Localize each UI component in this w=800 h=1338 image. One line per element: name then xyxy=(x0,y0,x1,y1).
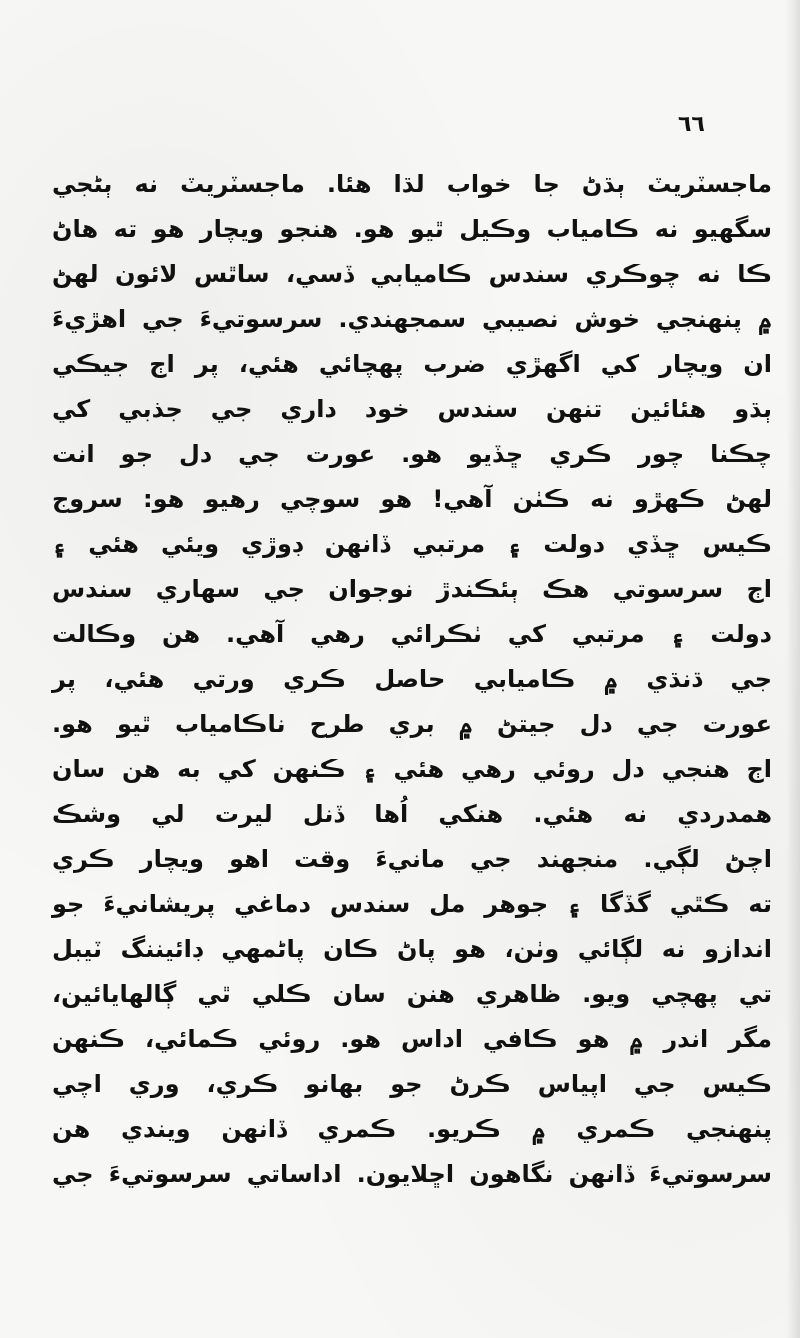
text-line: مگر اندر ۾ هو ڪافي اداس هو. روئي ڪمائي، ڪنهن xyxy=(52,1025,772,1053)
text-line: عورت جي دل جيتڻ ۾ بري طرح ناڪامياب ٿيو هو. xyxy=(52,710,772,738)
text-line: ڪيس ڇڏي دولت ۽ مرتبي ڏانهن ڊوڙي ويئي هئي ۽ xyxy=(52,530,772,558)
text-line: ته ڪٿي گڏگا ۽ جوهر مل سندس دماغي پريشانيءَ جو xyxy=(52,890,772,918)
text-line: اڄ سرسوتي هڪ ٻئڪندڙ نوجوان جي سهاري سندس xyxy=(52,575,772,603)
text-line: چڪنا چور ڪري ڇڏيو هو. عورت جي دل جو انت xyxy=(52,440,772,468)
text-line: ۾ پنهنجي خوش نصيبي سمجهندي. سرسوتيءَ جي اهڙيءَ xyxy=(52,305,772,333)
text-line: ڪا نه چوڪري سندس ڪاميابي ڏسي، ساٿس لائون لهڻ xyxy=(52,260,772,288)
text-line: ڪيس جي اپياس ڪرڻ جو بهانو ڪري، وري اچي xyxy=(52,1070,772,1098)
text-line: ٻڌو هئائين تنهن سندس خود داري جي جذبي کي xyxy=(52,395,772,423)
text-line: سگهيو نه ڪامياب وڪيل ٿيو هو. هنجو ويچار هو ته هاڻ xyxy=(52,215,772,243)
text-line: دولت ۽ مرتبي کي ٺڪرائي رهي آهي. هن وڪالت xyxy=(52,620,772,648)
text-line: جي ڌنڌي ۾ ڪاميابي حاصل ڪري ورتي هئي، پر xyxy=(52,665,772,693)
text-line: همدردي نه هئي. هنکي اُها ڏنل ليرت لي وشڪ xyxy=(52,800,772,828)
text-line: اڄ هنجي دل روئي رهي هئي ۽ ڪنهن کي به هن سان xyxy=(52,755,772,783)
text-line: پنهنجي ڪمري ۾ ڪريو. ڪمري ڏانهن ويندي هن xyxy=(52,1115,772,1143)
body-text xyxy=(52,162,772,1197)
text-line: ان ويچار کي اگهڙي ضرب پهچائي هئي، پر اڄ جيڪي xyxy=(52,350,772,378)
text-line: تي پهچي ويو. ظاهري هنن سان ڪلي ٿي ڳالهايائين، xyxy=(52,980,772,1008)
page-edge-shadow xyxy=(786,0,800,1338)
page-number: ٦٦ xyxy=(678,112,705,137)
text-line: اندازو نه لڳائي وٺن، هو پاڻ ڪان پاڻمهي ڊائيننگ ٽيبل xyxy=(52,935,772,963)
text-line: اچڻ لڳي. منجهند جي مانيءَ وقت اهو ويچار ڪري xyxy=(52,845,772,873)
text-line: ماجسٽريٽ ٻڌڻ جا خواب لڌا هئا. ماجسٽريٽ نه ٻڻجي xyxy=(52,170,772,198)
text-line: لهڻ ڪهڙو نه ڪٺن آهي! هو سوچي رهيو هو: سروج xyxy=(52,485,772,513)
text-line: سرسوتيءَ ڏانهن نگاهون اڇلايون. اداساتي سرسوتيءَ جي xyxy=(52,1160,772,1188)
